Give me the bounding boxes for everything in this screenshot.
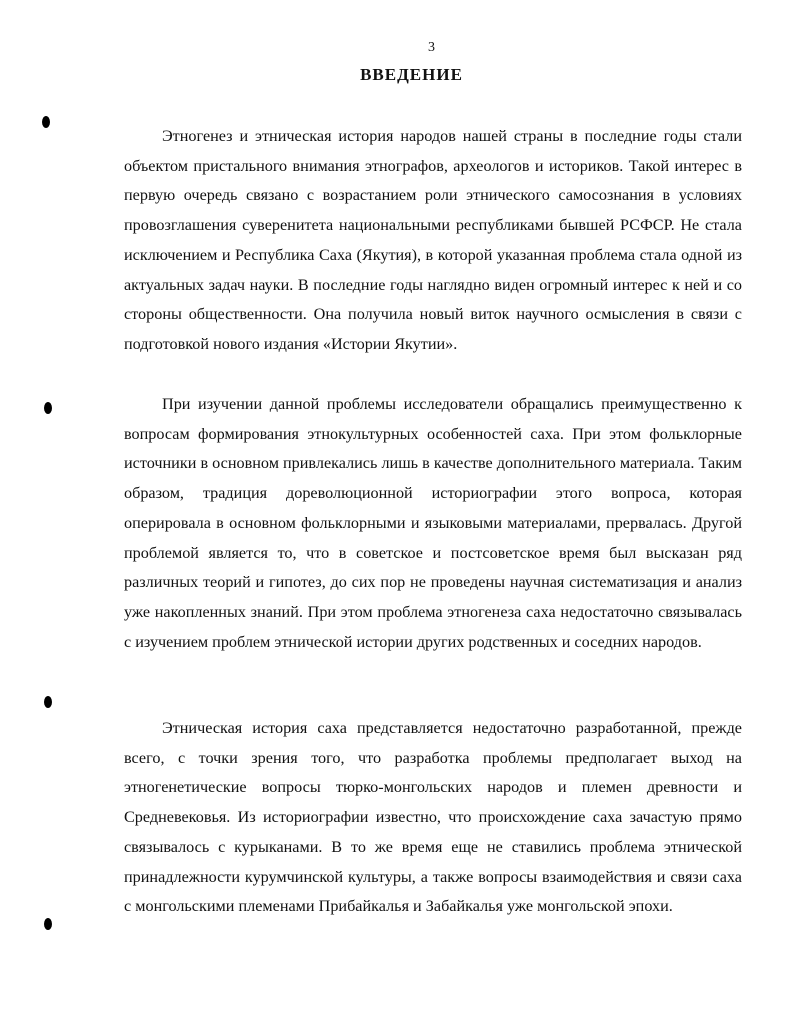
punch-hole-mark — [44, 918, 52, 930]
paragraph-1: Этногенез и этническая история народов нашей страны в последние годы стали объектом пристального внимания этнографов, археологов и историков. Такой интерес в первую очередь связано с возрастанием роли этнического самосознания в условиях провозглашения суверенитета национальными республиками бывшей РСФСР. Не стала исключением и Республика Саха (Якутия), в которой указанная проблема стала одной из актуальных задач науки. В последние годы наглядно виден огромный интерес к ней и со стороны общественности. Она получила новый виток научного осмысления в связи с подготовкой нового издания «Истории Якутии». — [124, 127, 742, 353]
punch-hole-mark — [42, 116, 50, 128]
paragraph-2: При изучении данной проблемы исследователи обращались преимущественно к вопросам формирования этнокультурных особенностей саха. При этом фольклорные источники в основном привлекались лишь в качестве дополнительного материала. Таким образом, традиция дореволюционной историографии этого вопроса, которая оперировала в основном фольклорными и языковыми материалами, прервалась. Другой проблемой является то, что в советское и постсоветское время был высказан ряд различных теорий и гипотез, до сих пор не проведены научная систематизация и анализ уже накопленных знаний. При этом проблема этногенеза саха недостаточно связывалась с изучением проблем этнической истории других родственных и соседних народов. — [124, 395, 742, 651]
page-title: ВВЕДЕНИЕ — [360, 65, 463, 84]
page-number: 3 — [428, 40, 435, 55]
paragraph-3: Этническая история саха представляется недостаточно разработанной, прежде всего, с точки зрения того, что разработка проблемы предполагает выход на этногенетические вопросы тюрко-монгольских народов и племен древности и Средневековья. Из историографии известно, что происхождение саха зачастую прямо связывалось с курыканами. В то же время еще не ставились проблема этнической принадлежности курумчинской культуры, а также вопросы взаимодействия и связи саха с монгольскими племенами Прибайкалья и Забайкалья уже монгольской эпохи. — [124, 719, 742, 916]
punch-hole-mark — [44, 696, 52, 708]
punch-hole-mark — [44, 402, 52, 414]
